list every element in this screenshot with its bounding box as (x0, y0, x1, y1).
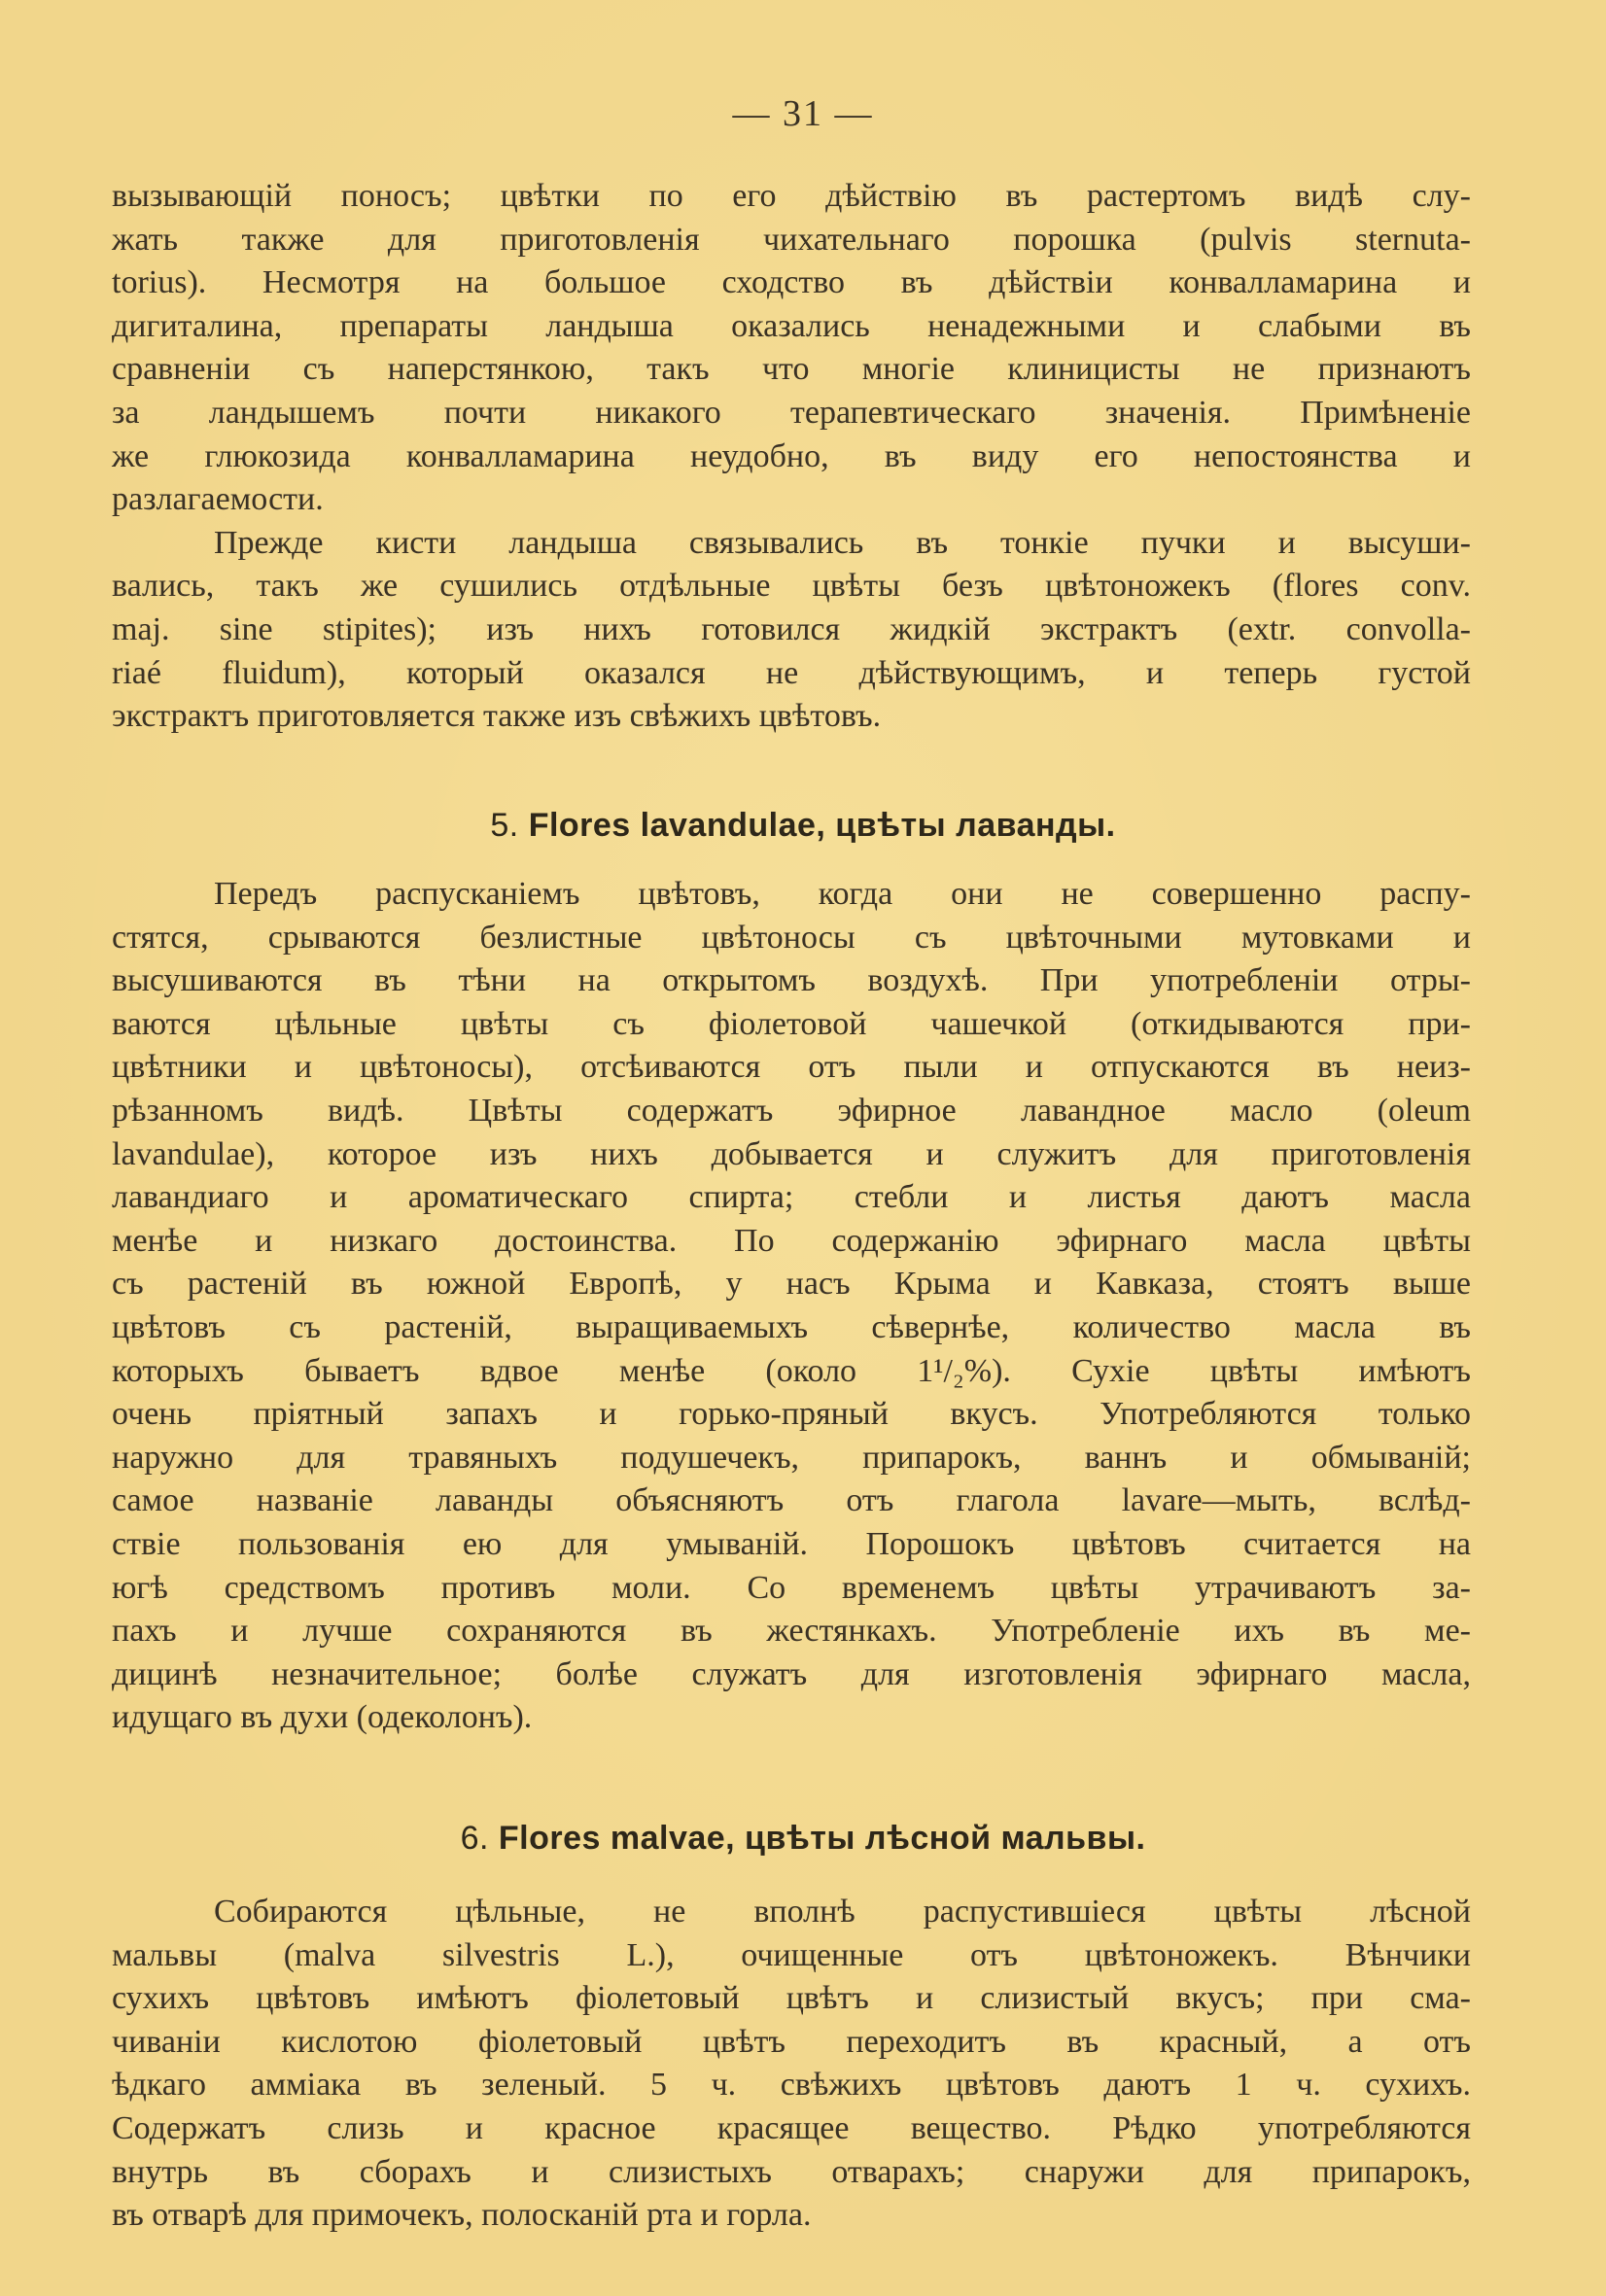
text-line: ствіе пользованія ею для умываній. Порошокъ цвѣтовъ считается на (112, 1525, 1471, 1562)
paragraph (112, 522, 1471, 739)
section-body-lavandulae (112, 873, 1471, 1740)
text-line: лавандиаго и ароматическаго спирта; стебли и листья даютъ масла (112, 1179, 1471, 1216)
text-line: дицинѣ незначительное; болѣе служатъ для изготовленія эфирнаго масла, (112, 1655, 1471, 1692)
section-body-malvae (112, 1891, 1471, 2238)
text-line: Прежде кисти ландыша связывались въ тонкіе пучки и высуши- (214, 524, 1471, 561)
section-title: Flores lavandulae, цвѣты лаванды. (528, 807, 1116, 844)
page-number: — 31 — (732, 93, 874, 134)
text-line: lavandulae), которое изъ нихъ добывается и служитъ для приготовленія (112, 1135, 1471, 1172)
paragraph (112, 175, 1471, 522)
text-line: стятся, срываются безлистные цвѣтоносы съ цвѣточными мутовками и (112, 919, 1471, 956)
text-line: жать также для приготовленія чихательнаго порошка (pulvis sternuta- (112, 221, 1471, 258)
text-line: съ растеній въ южной Европѣ, у насъ Крыма и Кавказа, стоятъ выше (112, 1266, 1471, 1303)
text-line: сухихъ цвѣтовъ имѣютъ фіолетовый цвѣтъ и слизистый вкусъ; при сма- (112, 1980, 1471, 2017)
text-line: вызывающій поносъ; цвѣтки по его дѣйствію въ растертомъ видѣ слу- (112, 178, 1471, 214)
text-line: Собираются цѣльные, не вполнѣ распустившіеся цвѣты лѣсной (214, 1894, 1471, 1930)
text-line: внутрь въ сборахъ и слизистыхъ отварахъ; снаружи для припарокъ, (112, 2153, 1471, 2190)
section-heading-malvae (0, 1820, 1606, 1858)
text-line: Передъ распусканіемъ цвѣтовъ, когда они не совершенно распу- (214, 876, 1471, 912)
section-number: 6. (460, 1820, 489, 1857)
text-line: riaé fluidum), который оказался не дѣйствующимъ, и теперь густой (112, 654, 1471, 691)
section-title: Flores malvae, цвѣты лѣсной мальвы. (498, 1820, 1146, 1857)
text-line: въ отварѣ для примочекъ, полосканій рта и горла. (112, 2197, 812, 2234)
text-line: рѣзанномъ видѣ. Цвѣты содержатъ эфирное лавандное масло (oleum (112, 1092, 1471, 1129)
text-line: за ландышемъ почти никакого терапевтическаго значенія. Примѣненіе (112, 394, 1471, 431)
text-line: Содержатъ слизь и красное красящее вещество. Рѣдко употребляются (112, 2109, 1471, 2146)
text-line: разлагаемости. (112, 481, 324, 518)
text-line: ѣдкаго амміака въ зеленый. 5 ч. свѣжихъ цвѣтовъ даютъ 1 ч. сухихъ. (112, 2067, 1471, 2104)
text-line: torius). Несмотря на большое сходство въ дѣйствіи конвалламарина и (112, 264, 1471, 301)
text-line: наружно для травяныхъ подушечекъ, припарокъ, ваннъ и обмываній; (112, 1439, 1471, 1476)
section-number: 5. (490, 807, 519, 844)
text-line: же глюкозида конвалламарина неудобно, въ виду его непостоянства и (112, 437, 1471, 474)
text-line: экстрактъ приготовляется также изъ свѣжихъ цвѣтовъ. (112, 698, 882, 735)
text-line: цвѣтники и цвѣтоносы), отсѣиваются отъ пыли и отпускаются въ неиз- (112, 1049, 1471, 1086)
text-line: менѣе и низкаго достоинства. По содержанію эфирнаго масла цвѣты (112, 1222, 1471, 1259)
text-line: мальвы (malva silvestris L.), очищенные отъ цвѣтоножекъ. Вѣнчики (112, 1936, 1471, 1973)
paragraph (112, 873, 1471, 1740)
intro-text (112, 175, 1471, 739)
text-line: чиваніи кислотою фіолетовый цвѣтъ переходитъ въ красный, а отъ (112, 2023, 1471, 2060)
text-line: самое названіе лаванды объясняютъ отъ глагола lavare—мыть, вслѣд- (112, 1482, 1471, 1519)
text-line: которыхъ бываетъ вдвое менѣе (около 1¹/₂%). Сухіе цвѣты имѣютъ (112, 1352, 1471, 1389)
text-line: югѣ средствомъ противъ моли. Со временемъ цвѣты утрачиваютъ за- (112, 1569, 1471, 1606)
text-line: сравненіи съ наперстянкою, такъ что многіе клиницисты не признаютъ (112, 351, 1471, 388)
text-line: высушиваются въ тѣни на открытомъ воздухѣ. При употребленіи отры- (112, 962, 1471, 999)
text-line: ваются цѣльные цвѣты съ фіолетовой чашечкой (откидываются при- (112, 1005, 1471, 1042)
paragraph (112, 1891, 1471, 2238)
text-line: maj. sine stipites); изъ нихъ готовился жидкій экстрактъ (extr. convolla- (112, 610, 1471, 647)
text-line: вались, такъ же сушились отдѣльные цвѣты безъ цвѣтоножекъ (flores conv. (112, 568, 1471, 605)
text-line: дигиталина, препараты ландыша оказались ненадежными и слабыми въ (112, 307, 1471, 344)
text-line: идущаго въ духи (одеколонъ). (112, 1699, 533, 1736)
text-line: цвѣтовъ съ растеній, выращиваемыхъ сѣвернѣе, количество масла въ (112, 1308, 1471, 1345)
text-line: пахъ и лучше сохраняются въ жестянкахъ. Употребленіе ихъ въ ме- (112, 1613, 1471, 1650)
text-line: очень пріятный запахъ и горько-пряный вкусъ. Употребляются только (112, 1396, 1471, 1433)
section-heading-lavandulae (0, 807, 1606, 845)
